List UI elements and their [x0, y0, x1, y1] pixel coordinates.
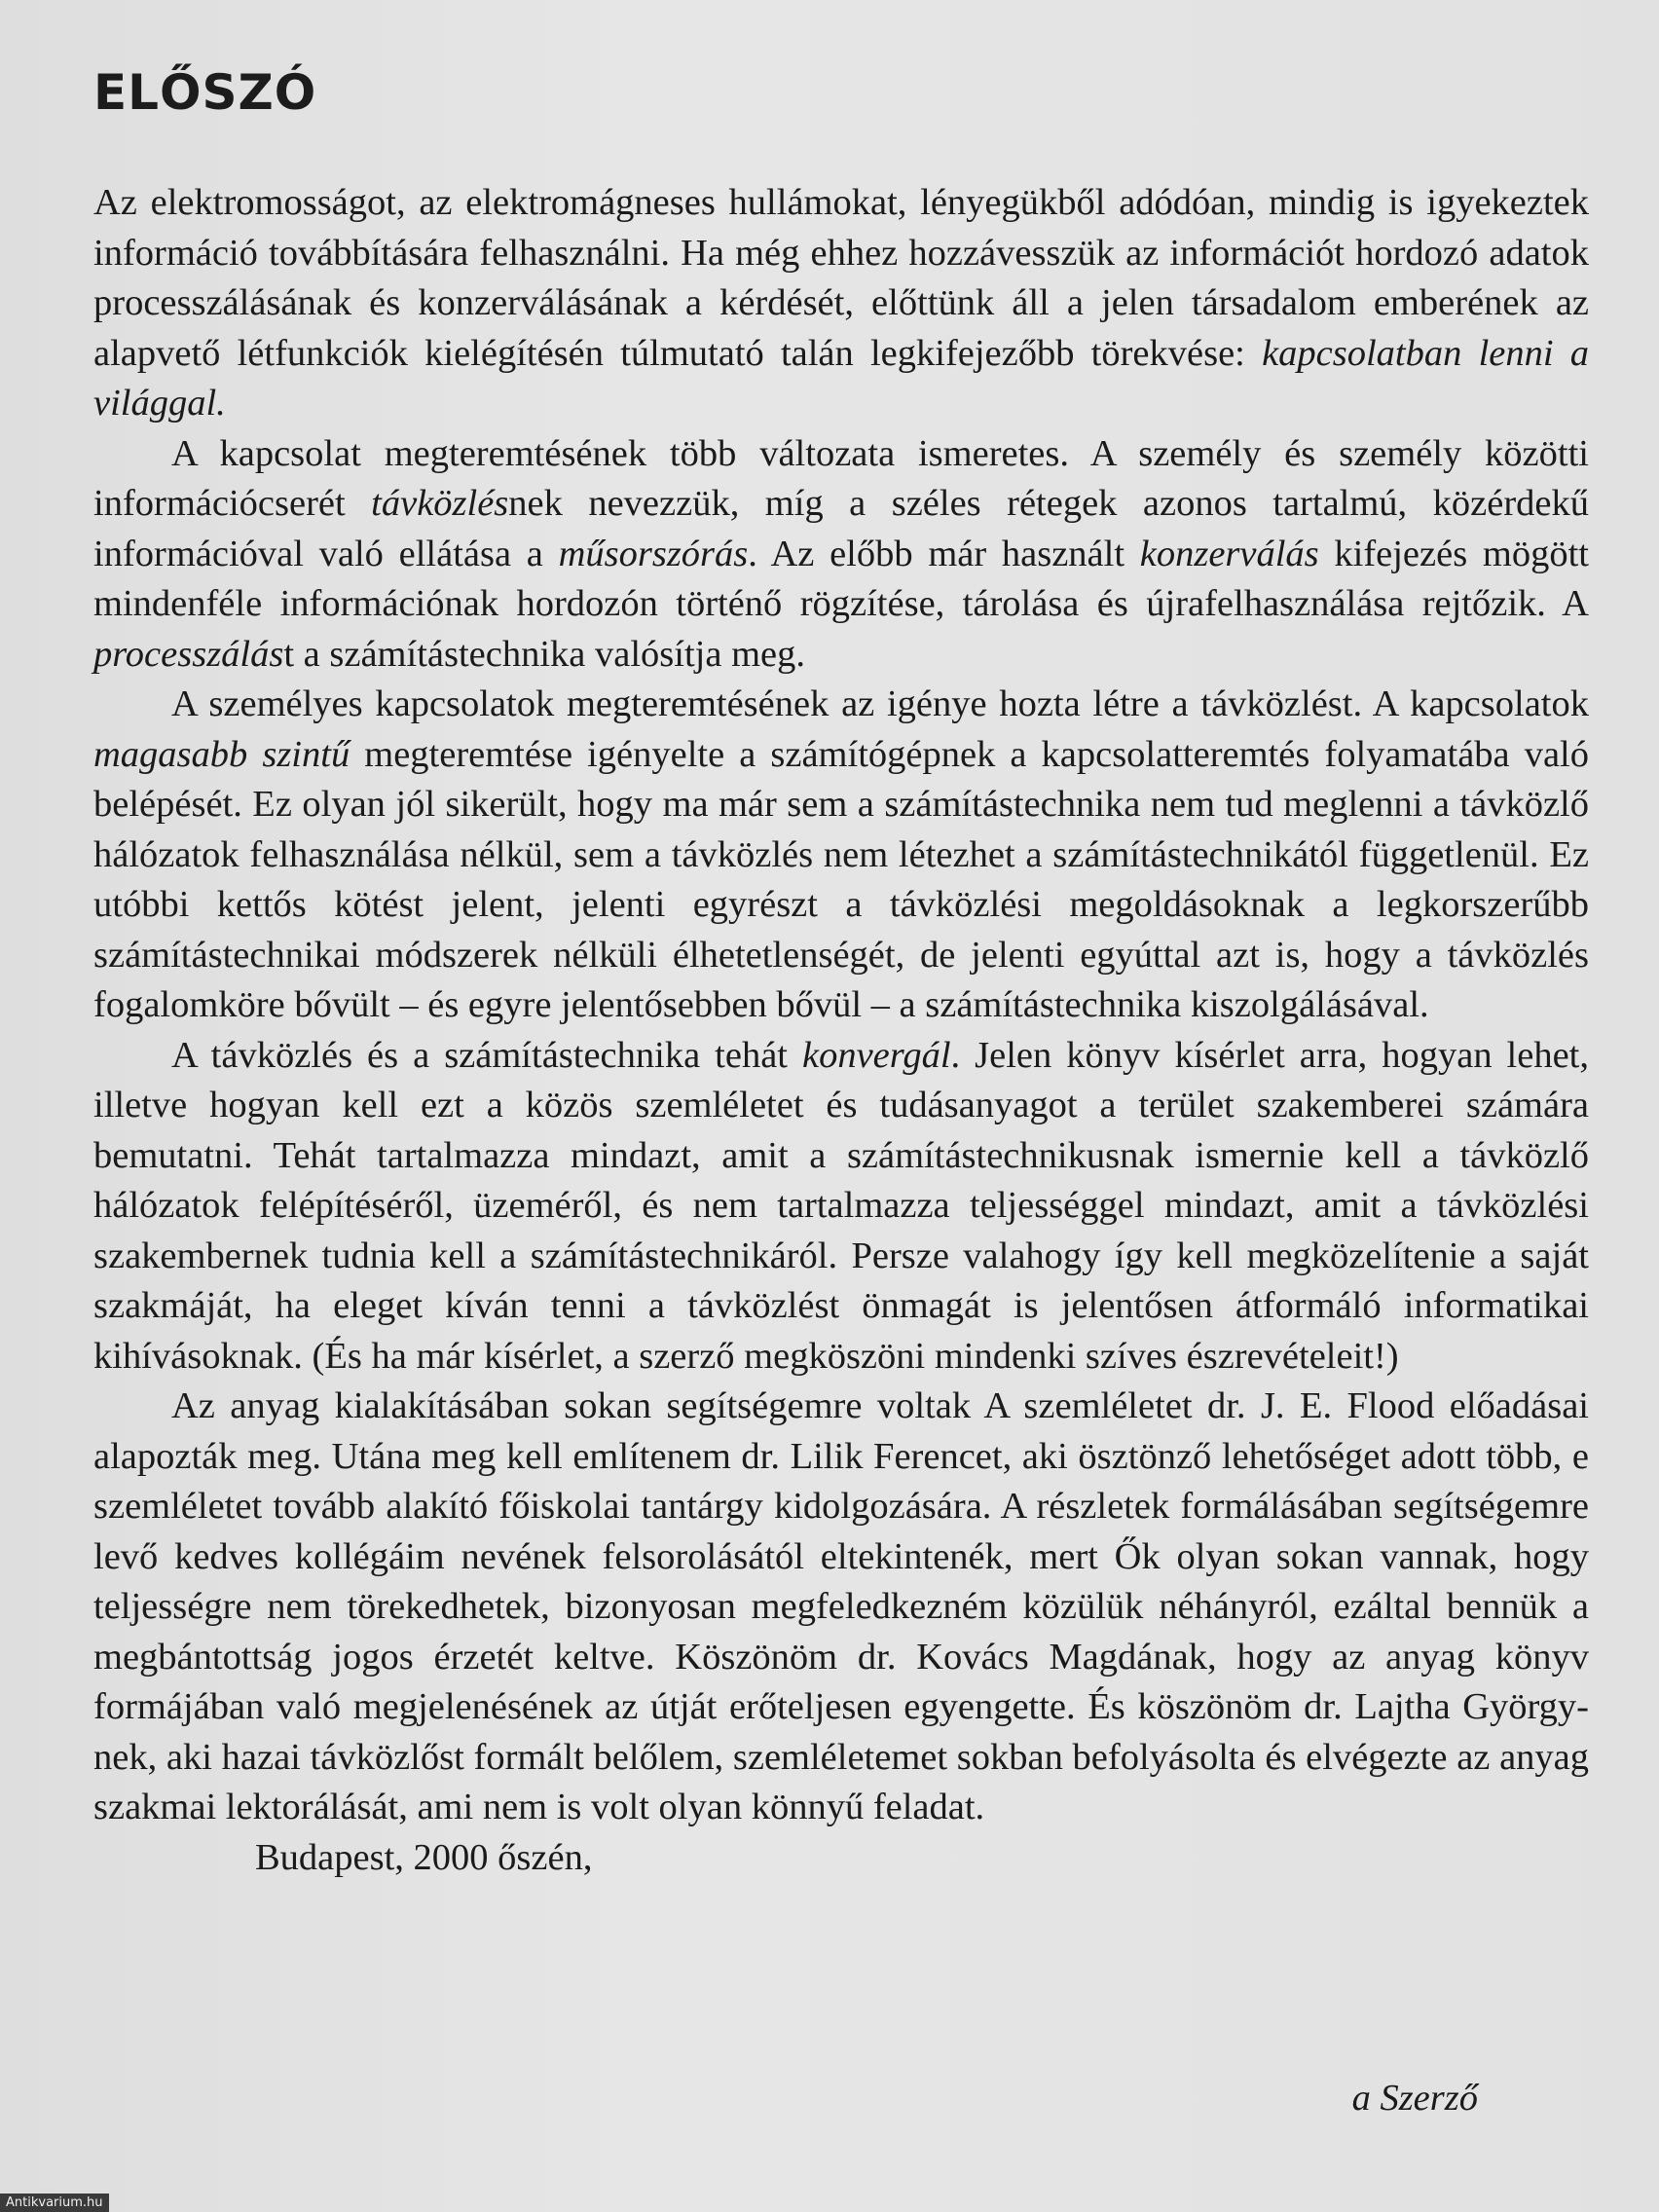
text-run: megteremtése igényelte a számítógépnek a kapcsolatteremtés folyamatába való belépését. Ez olyan jól sikerült, hogy ma már sem a számítástechnika nem tud meglenni a távközlő hálózatok felhasználása nélkül, sem a távközlés nem létezhet a számítástechnikától függetlenül. Ez utóbbi kettős kötést jelent, jelenti egyrészt a távközlési megoldásoknak a legkorszerűbb számítástechnikai módszerek nélküli élhetetlenségét, de jelenti egyúttal azt is, hogy a távközlés fogalomköre bővült – és egyre jelentősebben bővül – a számítástechnika kiszolgálásával. [93, 733, 1589, 1025]
preface-paragraph [93, 178, 1589, 429]
preface-paragraph [93, 680, 1589, 1031]
text-run: kifejezés mögött mindenféle információnak hordozón történő rögzítése, tárolása és újrafelhasználása rejtőzik. A [93, 533, 1589, 624]
preface-paragraph [93, 429, 1589, 681]
text-run: A személyes kapcsolatok megteremtésének az igénye hozta létre a távközlést. A kapcsolatok [171, 683, 1589, 724]
text-run: nek nevezzük, míg a széles rétegek azonos tartalmú, közérdekű információval való ellátása a [93, 483, 1589, 574]
text-run: . Az előbb már használt [748, 533, 1140, 574]
page-title: ELŐSZÓ [93, 64, 317, 121]
italic-phrase: magasabb szintű [93, 733, 350, 775]
text-run: A kapcsolat megteremtésének több változata ismeretes. A személy és személy közötti információcserét [93, 432, 1589, 524]
italic-phrase: konvergál [802, 1034, 951, 1076]
italic-phrase: műsorszórás [558, 533, 749, 574]
text-run: A távközlés és a számítástechnika tehát [171, 1034, 802, 1076]
preface-paragraph [93, 1031, 1589, 1382]
text-run: t a számítástechnika valósítja meg. [283, 633, 805, 675]
italic-phrase: kapcsolatban lenni a világgal. [93, 332, 1589, 424]
text-run: . Jelen könyv kísérlet arra, hogyan lehet, illetve hogyan kell ezt a közös szemléletet és tudásanyagot a terület szakemberei számára bemutatni. Tehát tartalmazza mindazt, amit a számítástechnikusnak ismernie kell a távközlő hálózatok felépítéséről, üzeméről, és nem tartalmazza teljességgel mindazt, amit a távközlési szakembernek tudnia kell a számítástechnikáról. Persze valahogy így kell megközelítenie a saját szakmáját, ha eleget kíván tenni a távközlést önmagát is jelentősen átformáló informatikai kihívásoknak. (És ha már kísérlet, a szerző megköszöni mindenki szíves észrevételeit!) [93, 1034, 1590, 1377]
italic-phrase: konzerválás [1139, 533, 1319, 574]
text-run: Az elektromosságot, az elektromágneses hullámokat, lényegükből adódóan, mindig is igyekeztek információ továbbítására felhasználni. Ha még ehhez hozzávesszük az információt hordozó adatok processzálásának és konzerválásának a kérdését, előttünk áll a jelen társadalom emberének az alapvető létfunkciók kielégítésén túlmutató talán legkifejezőbb törekvése: [93, 182, 1589, 374]
author-signature: a Szerző [1351, 2078, 1478, 2119]
italic-phrase: távközlés [371, 483, 509, 524]
watermark-label: Antikvarium.hu [0, 2194, 109, 2212]
place-and-date: Budapest, 2000 őszén, [255, 1836, 593, 1878]
text-run: Az anyag kialakításában sokan segítségemre voltak A szemléletet dr. J. E. Flood előadásai alapozták meg. Utána meg kell említenem dr. Lilik Ferencet, aki ösztönző lehetőséget adott több, e szemléletet tovább alakító főiskolai tantárgy kidolgozására. A részletek formálásában segítségemre levő kedves kollégáim nevének felsorolásától eltekintenék, mert Ők olyan sokan vannak, hogy teljességre nem törekedhetek, bizonyosan megfeledkezném közülük néhányról, ezáltal bennük a megbántottság jogos érzetét keltve. Köszönöm dr. Kovács Magdának, hogy az anyag könyv formájában való megjelenésének az útját erőteljesen egyengette. És köszönöm dr. Lajtha Györgynek, aki hazai távközlőst formált belőlem, szemléletemet sokban befolyásolta és elvégezte az anyag szakmai lektorálását, ami nem is volt olyan könnyű feladat. [93, 1385, 1589, 1827]
preface-paragraph [93, 1382, 1589, 1833]
preface-body [93, 178, 1589, 1883]
italic-phrase: processzálás [93, 633, 284, 675]
